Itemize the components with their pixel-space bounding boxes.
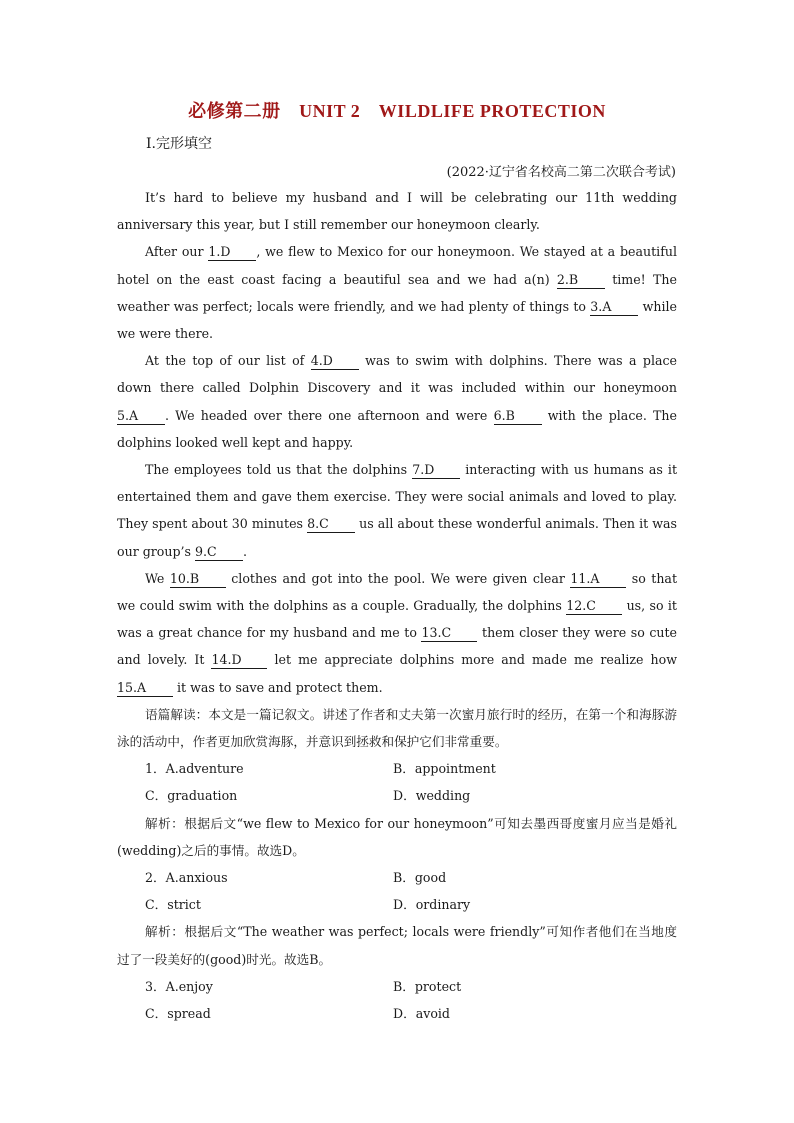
answer-blank: 3.A xyxy=(590,299,638,316)
answer-blank: 11.A xyxy=(570,571,626,588)
option-d: D．wedding xyxy=(393,788,471,804)
answer-blank: 7.D xyxy=(412,462,460,479)
answer-blank: 12.C xyxy=(566,598,622,615)
answer-blank: 13.C xyxy=(421,625,477,642)
answer-blank: 14.D xyxy=(211,652,267,669)
option-c: C．spread xyxy=(145,1006,211,1022)
answer-blank: 15.A xyxy=(117,680,173,697)
option-b: B．good xyxy=(393,870,447,886)
option-c: C．graduation xyxy=(145,788,238,804)
answer-blank: 5.A xyxy=(117,408,165,425)
option-c: C．strict xyxy=(145,897,201,913)
answer-blank: 8.C xyxy=(307,516,355,533)
answer-blank: 10.B xyxy=(170,571,226,588)
section-heading: Ⅰ.完形填空 xyxy=(146,136,212,152)
answer-blank: 4.D xyxy=(311,353,359,370)
passage-summary: 语篇解读：本文是一篇记叙文。讲述了作者和丈夫第一次蜜月旅行时的经历，在第一个和海豚游泳的活动中，作者更加欣赏海豚，并意识到拯救和保护它们非常重要。 xyxy=(117,706,677,750)
paragraph-3: At the top of our list of 4.D was to swim with dolphins. There was a place down there called Dolphin Discovery and it was included within our honeymoon 5.A . We headed over there one afternoon and were 6.B with the place. The dolphins looked well kept and happy. xyxy=(117,353,677,450)
explanation: 解析：根据后文“we flew to Mexico for our honeymoon”可知去墨西哥度蜜月应当是婚礼(wedding)之后的事情。故选D。 xyxy=(117,815,677,858)
option-a: 1．A.adventure xyxy=(145,761,244,777)
answer-blank: 9.C xyxy=(195,544,243,561)
source-note: (2022·辽宁省名校高二第二次联合考试) xyxy=(446,165,676,180)
answer-blank: 6.B xyxy=(494,408,542,425)
page-title: 必修第二册 UNIT 2 WILDLIFE PROTECTION xyxy=(188,101,606,121)
question-1 xyxy=(117,755,677,864)
paragraph-1: It’s hard to believe my husband and I will be celebrating our 11th wedding anniversary this year, but I still remember our honeymoon clearly. xyxy=(117,190,677,233)
paragraph-4: The employees told us that the dolphins 7.D interacting with us humans as it entertained them and gave them exercise. They were social animals and loved to play. They spent about 30 minutes 8.C us all about these wonderful animals. Then it was our group’s 9.C . xyxy=(117,462,678,559)
option-a: 3．A.enjoy xyxy=(145,978,213,994)
question-2 xyxy=(117,864,677,973)
option-a: 2．A.anxious xyxy=(145,870,228,886)
paragraph-2: After our 1.D , we flew to Mexico for our honeymoon. We stayed at a beautiful hotel on the east coast facing a beautiful sea and we had a(n) 2.B time! The weather was perfect; locals were friendly, and we had plenty of things to 3.A while we were there. xyxy=(117,244,677,342)
option-b: B．protect xyxy=(393,978,462,994)
paragraph-5: We 10.B clothes and got into the pool. We were given clear 11.A so that we could swim with the dolphins as a couple. Gradually, the dolphins 12.C us, so it was a great chance for my husband and me to 13.C them closer they were so cute and lovely. It 14.D let me appreciate dolphins more and made me realize how 15.A it was to save and protect them. xyxy=(117,570,678,695)
option-b: B．appointment xyxy=(393,761,496,777)
document-body xyxy=(117,184,677,1027)
option-d: D．ordinary xyxy=(393,897,471,913)
explanation: 解析：根据后文“The weather was perfect; locals were friendly”可知作者他们在当地度过了一段美好的(good)时光。故选B。 xyxy=(117,924,677,967)
answer-blank: 2.B xyxy=(557,272,605,289)
option-d: D．avoid xyxy=(393,1006,450,1022)
question-3 xyxy=(117,973,677,1027)
answer-blank: 1.D xyxy=(208,244,256,261)
